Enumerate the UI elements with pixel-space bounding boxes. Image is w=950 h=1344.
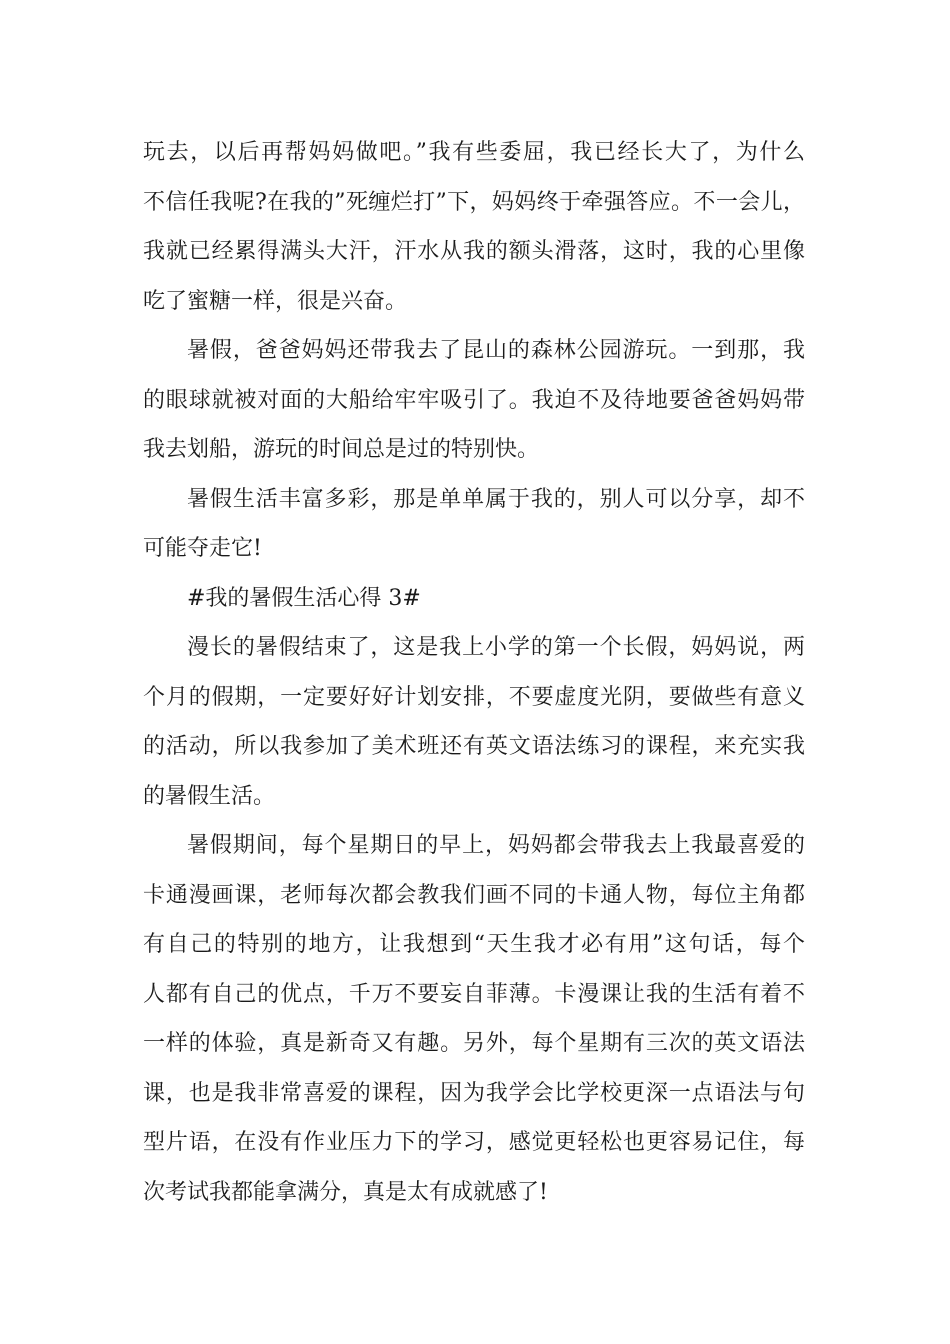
text-line: 暑假生活丰富多彩，那是单单属于我的，别人可以分享，却不 [187, 486, 805, 512]
text-line: 暑假，爸爸妈妈还带我去了昆山的森林公园游玩。一到那，我 [187, 338, 805, 363]
text-line: 不信任我呢?在我的”死缠烂打”下，妈妈终于牵强答应。不一会儿， [143, 189, 805, 215]
paragraph [143, 475, 805, 574]
text-line: 的暑假生活。 [143, 783, 276, 809]
text-line: 的活动，所以我参加了美术班还有英文语法练习的课程，来充实我 [143, 734, 805, 759]
paragraph [143, 128, 805, 326]
paragraph [143, 821, 805, 1217]
paragraph [143, 326, 805, 475]
text-line: 我去划船，游玩的时间总是过的特别快。 [143, 437, 540, 462]
text-line: 一样的体验，真是新奇又有趣。另外，每个星期有三次的英文语法 [143, 1031, 805, 1056]
paragraph [143, 623, 805, 821]
section-heading-text: #我的暑假生活心得 3# [187, 585, 421, 611]
section-heading [143, 574, 805, 624]
text-line: 课，也是我非常喜爱的课程，因为我学会比学校更深一点语法与句 [143, 1080, 805, 1106]
text-line: 人都有自己的优点，千万不要妄自菲薄。卡漫课让我的生活有着不 [143, 981, 805, 1007]
text-line: 的眼球就被对面的大船给牢牢吸引了。我迫不及待地要爸爸妈妈带 [143, 387, 805, 413]
text-line: 吃了蜜糖一样，很是兴奋。 [143, 288, 408, 314]
text-line: 有自己的特别的地方，让我想到“天生我才必有用”这句话，每个 [143, 932, 805, 957]
text-line: 卡通漫画课，老师每次都会教我们画不同的卡通人物，每位主角都 [143, 882, 805, 908]
text-line: 型片语，在没有作业压力下的学习，感觉更轻松也更容易记住，每 [143, 1130, 805, 1155]
text-line: 玩去，以后再帮妈妈做吧。”我有些委屈，我已经长大了，为什么 [143, 140, 805, 165]
document-body [143, 128, 805, 1217]
text-line: 个月的假期，一定要好好计划安排，不要虚度光阴，要做些有意义 [143, 684, 805, 710]
text-line: 漫长的暑假结束了，这是我上小学的第一个长假，妈妈说，两 [187, 635, 805, 660]
text-line: 次考试我都能拿满分，真是太有成就感了! [143, 1179, 548, 1205]
text-line: 我就已经累得满头大汗，汗水从我的额头滑落，这时，我的心里像 [143, 239, 805, 264]
text-line: 暑假期间，每个星期日的早上，妈妈都会带我去上我最喜爱的 [187, 833, 805, 858]
text-line: 可能夺走它! [143, 536, 262, 561]
